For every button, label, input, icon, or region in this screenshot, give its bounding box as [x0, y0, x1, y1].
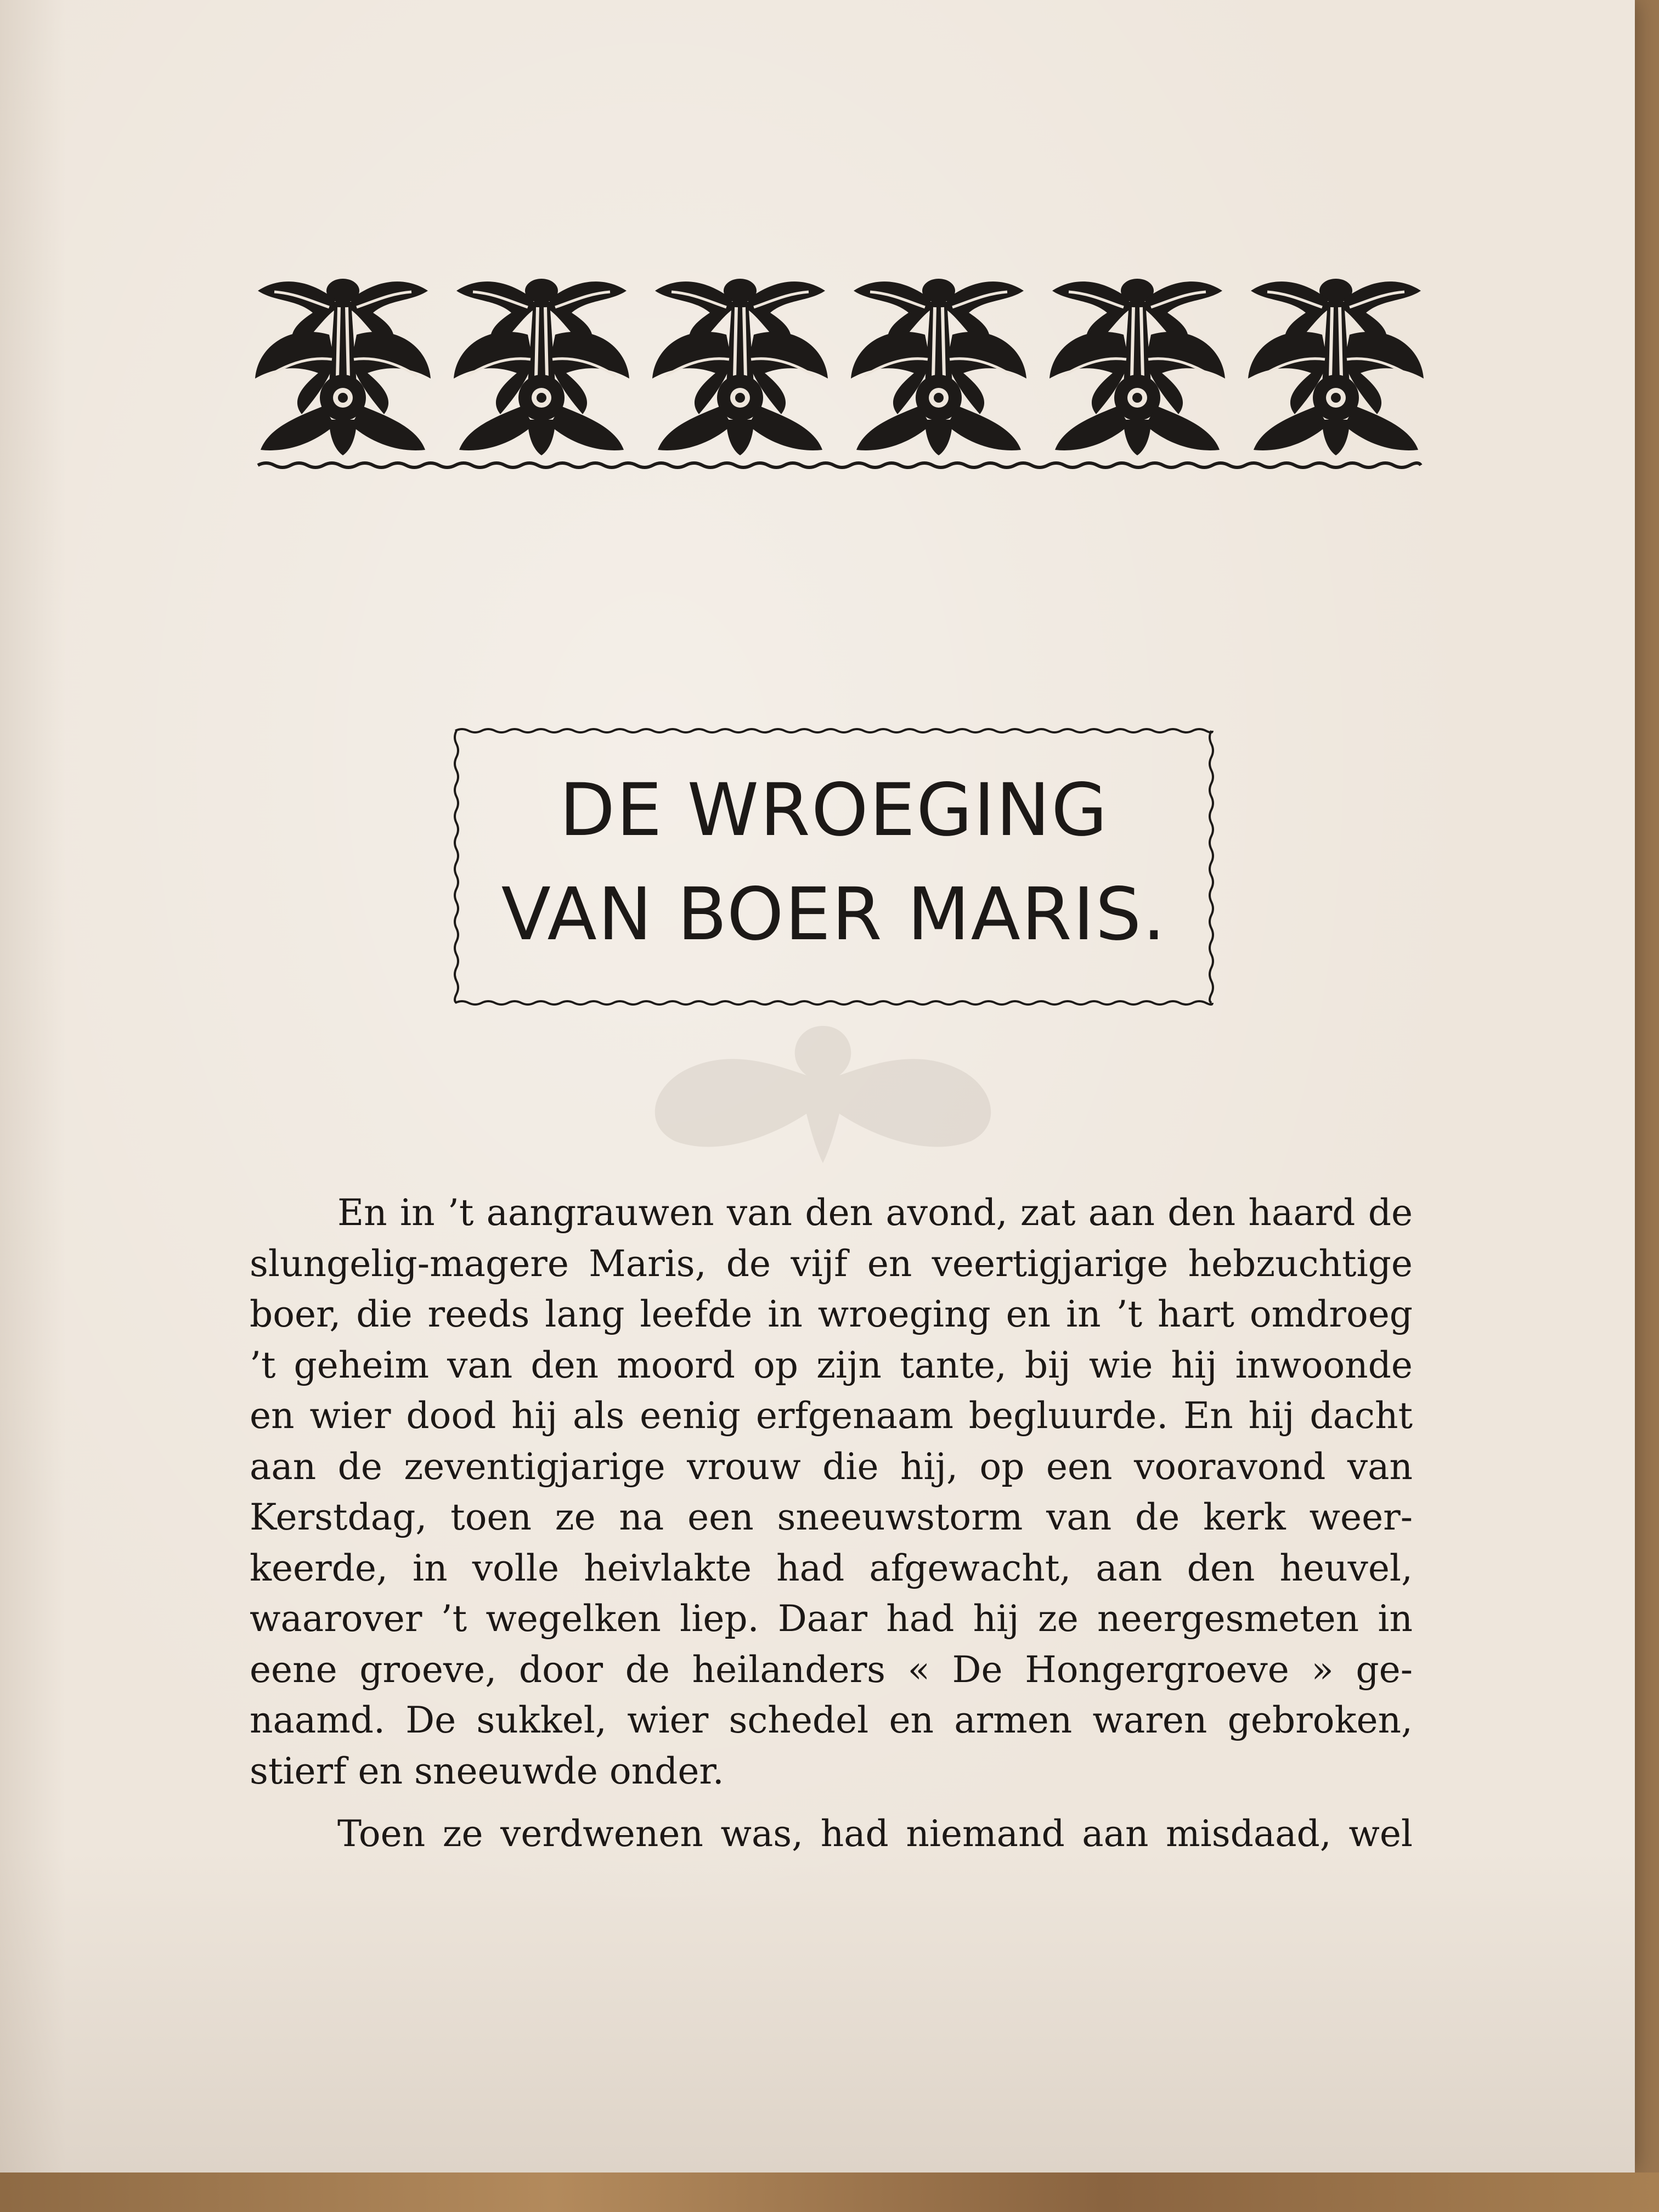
text-line: naamd. De sukkel, wier schedel en armen waren gebroken, — [250, 1699, 1413, 1741]
text-line: Kerstdag, toen ze na een sneeuwstorm van de kerk weer- — [250, 1496, 1413, 1538]
text-line: waarover ’t wegelken liep. Daar had hij ze neergesmeten in — [250, 1598, 1413, 1640]
stylized-flower-icon — [255, 279, 431, 455]
stylized-flower-icon — [1049, 279, 1225, 455]
text-line: eene groeve, door de heilanders « De Hongergroeve » ge- — [250, 1648, 1413, 1691]
title-line-1: DE WROEGING — [559, 768, 1109, 853]
text-line: keerde, in volle heivlakte had afgewacht, aan den heuvel, — [250, 1547, 1413, 1589]
text-line: Toen ze verdwenen was, had niemand aan misdaad, wel — [337, 1813, 1413, 1855]
text-line: aan de zeventigjarige vrouw die hij, op een vooravond van — [250, 1445, 1413, 1488]
text-line: en wier dood hij als eenig erfgenaam begluurde. En hij dacht — [250, 1395, 1413, 1437]
stylized-flower-icon — [1248, 279, 1424, 455]
text-line: ’t geheim van den moord op zijn tante, bij wie hij inwoonde — [250, 1344, 1413, 1386]
text-line: stierf en sneeuwde onder. — [250, 1750, 724, 1792]
paragraph-1 — [250, 1188, 1413, 1797]
paragraph-2 — [250, 1809, 1413, 1860]
title-box — [450, 724, 1218, 1009]
show-through-ornament — [609, 1015, 1037, 1174]
stylized-flower-icon — [652, 279, 828, 455]
text-line: En in ’t aangrauwen van den avond, zat aan den haard de — [337, 1192, 1413, 1234]
text-line: boer, die reeds lang leefde in wroeging en in ’t hart omdroeg — [250, 1293, 1413, 1335]
stylized-flower-icon — [851, 279, 1026, 455]
title-line-2: VAN BOER MARIS. — [501, 872, 1167, 957]
table-surface — [0, 2172, 1659, 2212]
stylized-flower-icon — [454, 279, 629, 455]
ornament-band — [252, 269, 1426, 472]
ornament-baseline — [258, 463, 1421, 467]
title-frame — [450, 724, 1218, 1009]
text-line: slungelig-magere Maris, de vijf en veertigjarige hebzuchtige — [250, 1242, 1413, 1285]
body-text — [250, 1188, 1413, 1860]
